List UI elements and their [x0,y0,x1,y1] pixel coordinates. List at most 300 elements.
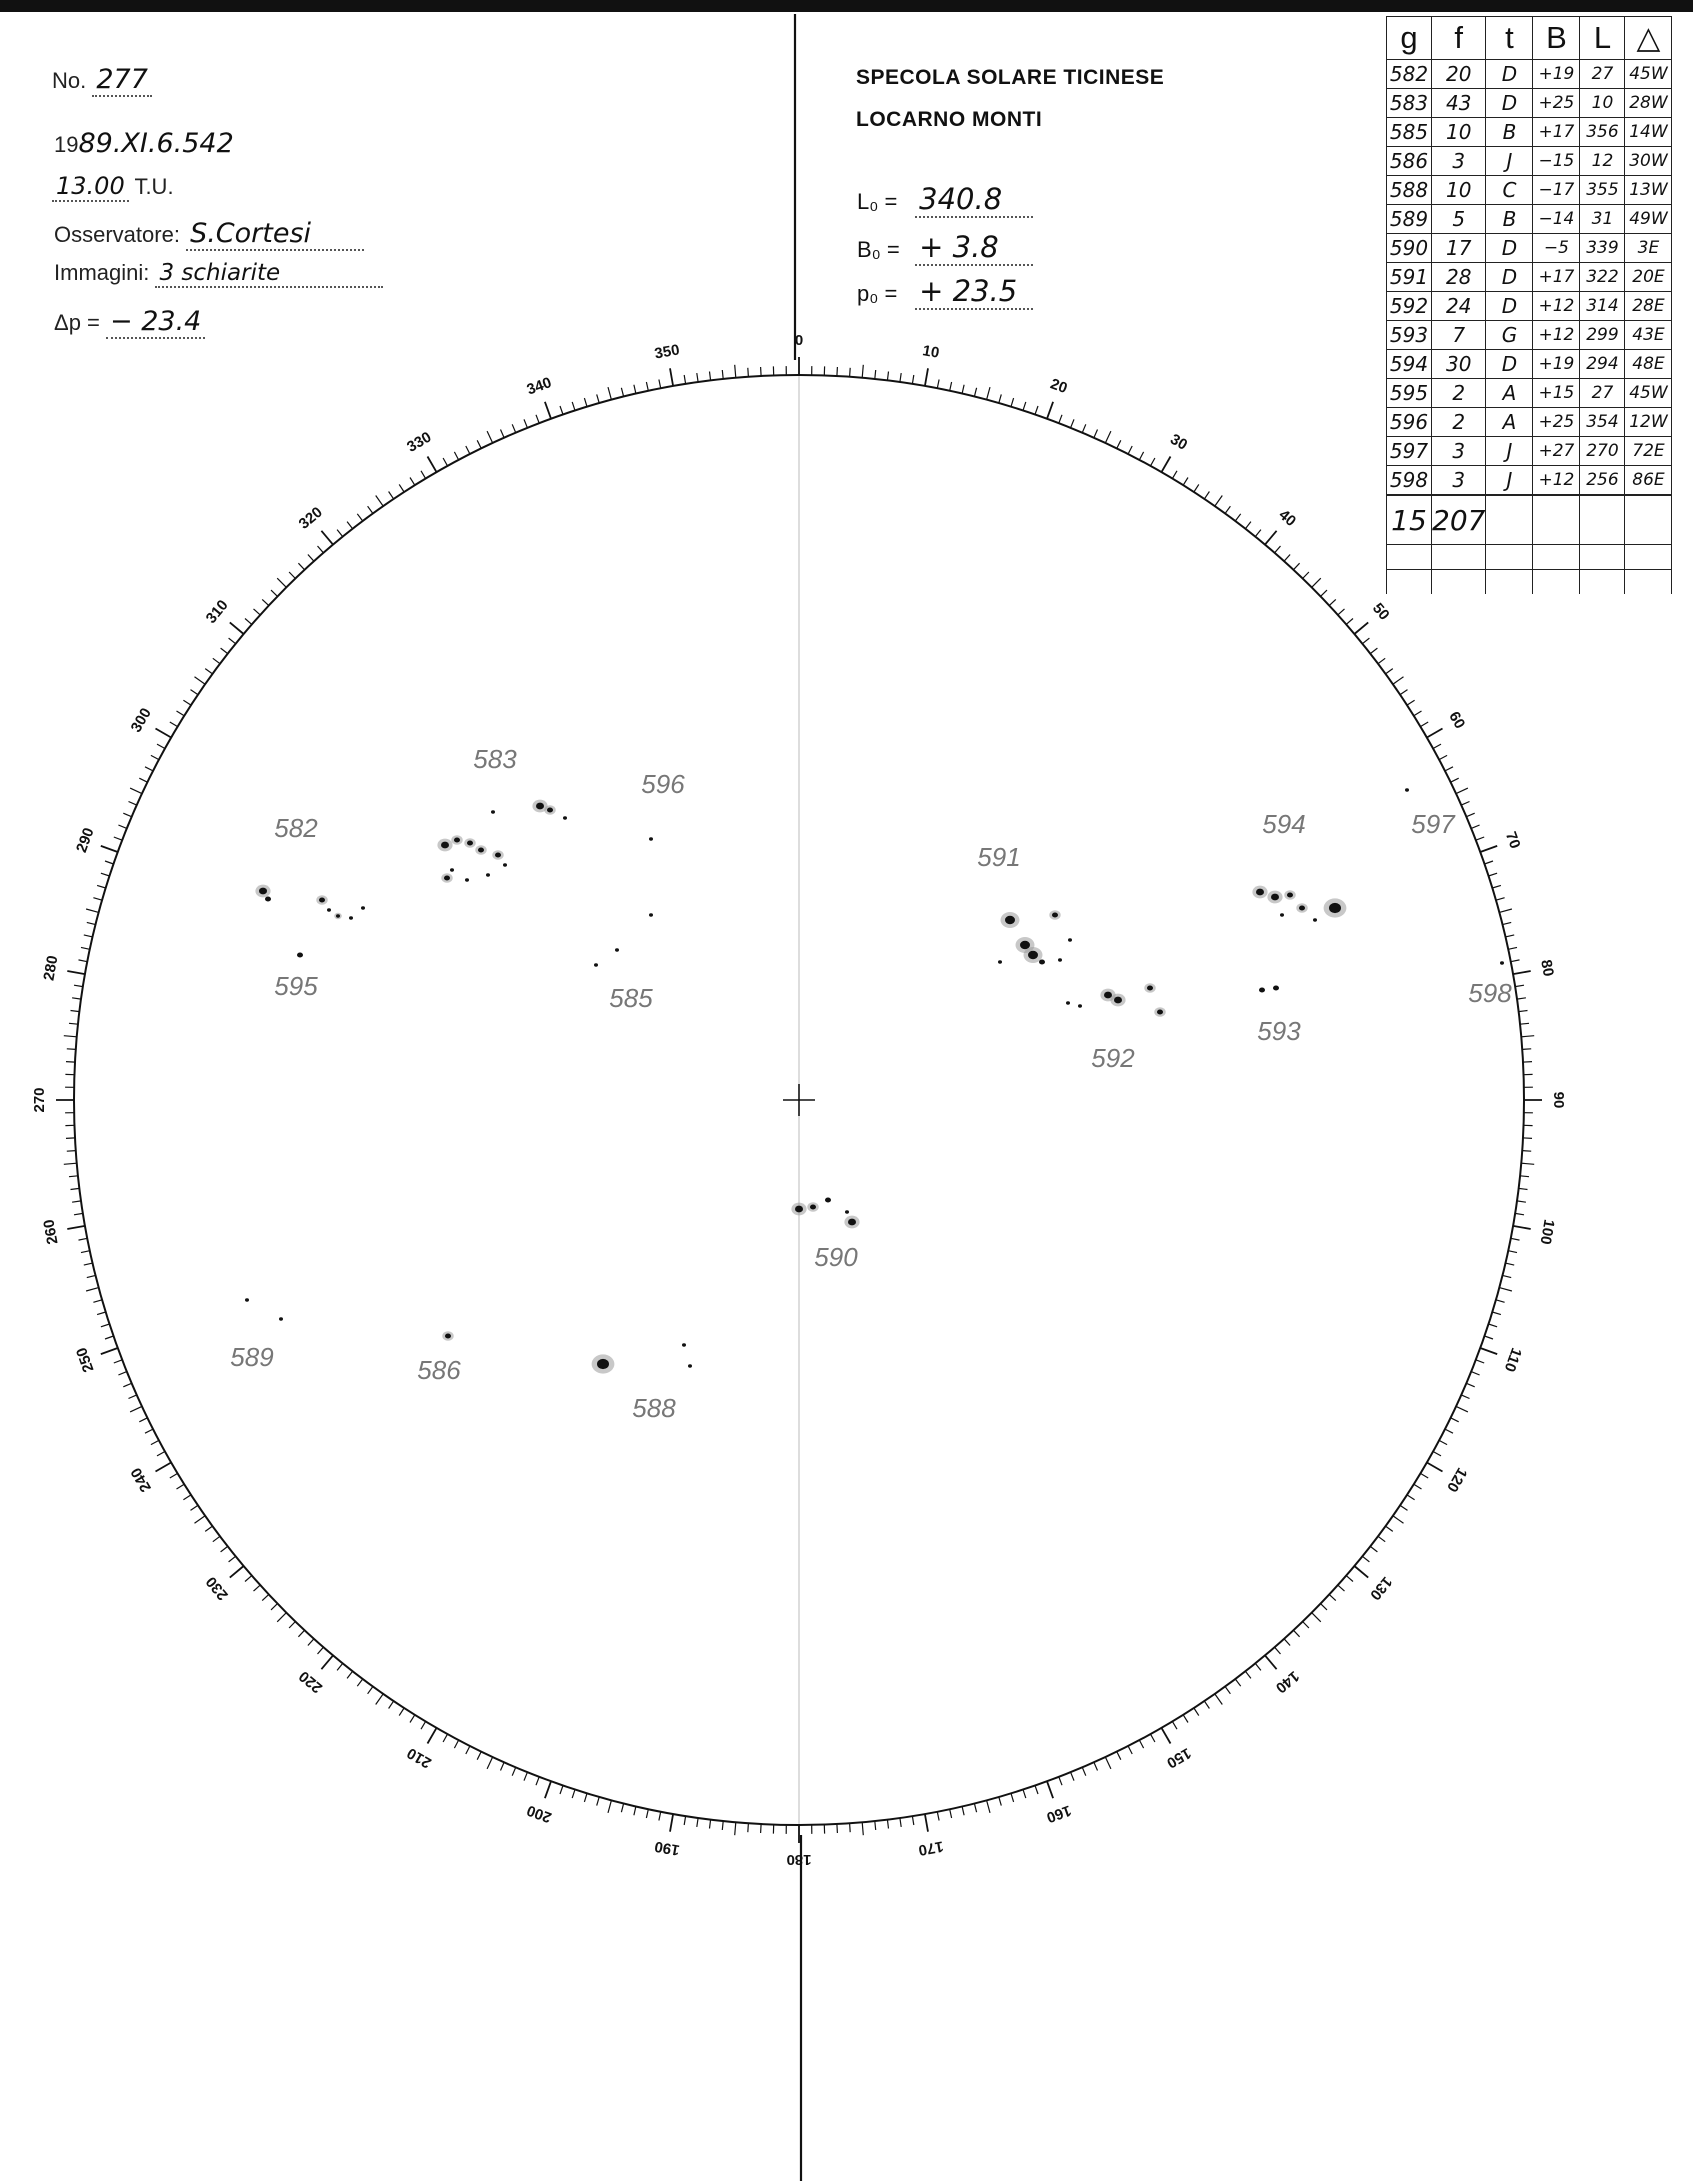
degree-tick [748,368,749,377]
umbra [361,906,365,909]
degree-label: 320 [295,503,326,533]
degree-tick [1445,1429,1453,1433]
table-cell-L: 354 [1580,408,1625,437]
table-cell-t: D [1486,292,1533,321]
degree-tick [191,690,198,695]
degree-label: 60 [1445,708,1469,732]
degree-tick [183,700,191,705]
umbra [495,852,501,857]
degree-tick [1338,1585,1345,1591]
degree-tick [1521,1036,1534,1037]
degree-tick [735,365,736,378]
degree-label: 220 [295,1667,326,1697]
degree-tick [277,1613,286,1622]
degree-tick [1519,1188,1528,1189]
degree-tick [1414,711,1422,716]
umbra [1157,1009,1163,1014]
degree-tick [1139,452,1143,460]
degree-tick [87,1275,96,1277]
table-cell-t: D [1486,234,1533,263]
umbra [1256,889,1264,896]
degree-tick [1489,873,1498,876]
time-unit: T.U. [134,174,174,199]
sunspot-groups [245,788,1504,1373]
degree-tick [1420,1473,1428,1478]
degree-tick [659,1812,661,1821]
degree-tick [129,1395,137,1399]
degree-tick [1420,722,1428,727]
degree-label: 350 [653,341,681,363]
table-cell-g: 594 [1387,350,1432,379]
degree-tick [1194,1708,1199,1716]
degree-label: 210 [404,1744,435,1772]
umbra [649,913,653,916]
degree-label: 150 [1163,1744,1194,1772]
degree-tick [337,1663,343,1670]
table-cell-B: +12 [1533,321,1580,350]
degree-tick [912,375,913,384]
table-cell-△: 48E [1625,350,1672,379]
umbra [491,810,495,813]
degree-label: 290 [73,825,98,855]
degree-tick [74,985,83,986]
degree-tick [1194,484,1199,492]
degree-tick [262,599,269,605]
degree-tick [722,370,723,379]
table-cell-f: 28 [1432,263,1486,292]
table-cell-△: 72E [1625,437,1672,466]
degree-label: 240 [127,1464,155,1495]
degree-tick [512,1767,516,1775]
umbra [1259,987,1265,992]
degree-tick [1489,1324,1498,1327]
umbra [319,897,325,902]
degree-tick [1499,909,1512,912]
degree-tick [191,1505,198,1510]
umbra [336,914,340,917]
degree-tick [1215,1694,1223,1705]
degree-tick [501,1762,505,1770]
table-cell-f: 17 [1432,234,1486,263]
table-cell-L: 339 [1580,234,1625,263]
degree-tick [1105,1757,1111,1769]
degree-tick [999,394,1002,403]
degree-tick [1511,960,1520,962]
degree-tick [139,1418,147,1422]
degree-tick [1312,578,1321,587]
umbra [454,837,460,842]
degree-tick [1035,1786,1038,1795]
degree-tick [1094,1762,1098,1770]
umbra [795,1206,803,1213]
degree-tick [560,1786,563,1795]
umbra [467,840,473,845]
degree-tick [487,431,493,443]
table-cell-g: 585 [1387,118,1432,147]
umbra [465,878,469,881]
table-cell-f: 2 [1432,379,1486,408]
umbra [1052,912,1058,917]
group-label: 583 [473,744,517,774]
degree-tick [1362,638,1369,644]
degree-tick [1321,590,1328,596]
degree-tick [298,1630,304,1637]
degree-label: 170 [917,1837,945,1859]
table-cell-t: C [1486,176,1533,205]
degree-tick [221,648,228,654]
degree-tick [151,755,159,759]
table-cell-L: 294 [1580,350,1625,379]
degree-tick [368,1687,373,1694]
degree-tick [1117,440,1121,448]
table-cell-B: +17 [1533,118,1580,147]
degree-tick [608,1800,611,1813]
degree-tick [195,1516,206,1524]
group-label: 582 [274,813,318,843]
date-prefix: 19 [54,132,79,157]
group-label: 594 [1262,809,1306,839]
degree-tick [466,1746,470,1754]
degree-tick [501,430,505,438]
degree-tick [67,1049,76,1050]
degree-tick [376,1694,384,1705]
degree-tick [1338,609,1345,615]
table-cell-B: +25 [1533,89,1580,118]
degree-tick [1284,1639,1290,1646]
degree-tick [410,478,415,486]
umbra [1058,958,1062,961]
degree-tick [697,373,698,382]
degree-tick [1451,778,1459,782]
degree-tick [205,669,212,674]
degree-tick [761,367,762,376]
umbra [825,1197,831,1202]
degree-tick [1284,555,1290,562]
column-header-l: L [1580,17,1625,60]
degree-tick [105,1336,114,1339]
delta-p-value: − 23.4 [106,306,205,339]
table-cell-B: −5 [1533,234,1580,263]
degree-tick [1082,1767,1086,1775]
table-cell-f: 24 [1432,292,1486,321]
table-cell-f: 3 [1432,437,1486,466]
degree-tick [69,1023,78,1024]
degree-tick [584,398,587,407]
table-cell-t: J [1486,466,1533,496]
degree-tick [93,898,102,901]
degree-tick [962,385,964,394]
degree-tick [145,1429,153,1433]
degree-tick [1275,546,1281,553]
degree-tick [1293,1630,1299,1637]
degree-tick [887,372,888,381]
degree-tick [254,609,261,615]
degree-tick [101,1324,110,1327]
degree-tick [646,382,648,391]
degree-tick [421,471,426,479]
group-label: 590 [814,1242,858,1272]
param-p0-value: + 23.5 [915,274,1033,310]
degree-label: 270 [30,1087,48,1113]
degree-tick [74,1213,83,1214]
degree-tick [230,622,244,634]
table-cell-L: 31 [1580,205,1625,234]
umbra [1028,951,1038,960]
degree-label: 230 [202,1573,232,1604]
degree-tick [1433,744,1441,748]
degree-tick [524,1772,527,1780]
degree-tick [389,1701,394,1708]
degree-tick [1471,1372,1479,1375]
degree-tick [1433,1452,1441,1456]
umbra [810,1204,816,1209]
degree-tick [1265,531,1277,545]
degree-tick [974,388,976,397]
degree-tick [621,1804,623,1813]
degree-tick [1183,478,1188,486]
umbra [327,908,331,911]
degree-tick [1071,419,1074,427]
column-header-b: B [1533,17,1580,60]
observatory-location: LOCARNO MONTI [856,108,1043,131]
degree-tick [536,415,539,423]
degree-tick [170,722,178,727]
param-b0-value: + 3.8 [915,230,1033,266]
degree-tick [399,1708,404,1716]
degree-tick [1461,802,1469,806]
degree-tick [105,861,114,864]
degree-tick [101,1348,118,1354]
table-cell-L: 27 [1580,379,1625,408]
degree-tick [1496,898,1505,901]
table-cell-△: 43E [1625,321,1672,350]
table-cell-L: 10 [1580,89,1625,118]
degree-tick [157,1452,165,1456]
degree-tick [262,1594,269,1600]
umbra [444,875,450,880]
degree-tick [86,909,99,912]
table-cell-B: +17 [1533,263,1580,292]
umbra [1147,985,1153,990]
degree-tick [101,873,110,876]
table-cell-g: 597 [1387,437,1432,466]
degree-tick [277,578,286,587]
group-label: 592 [1091,1043,1135,1073]
degree-tick [477,1752,481,1760]
degree-label: 10 [921,342,941,362]
group-label: 596 [641,769,685,799]
degree-label: 330 [404,428,435,456]
degree-tick [536,1777,539,1785]
table-cell-△: 45W [1625,60,1672,89]
degree-tick [1517,1201,1526,1202]
umbra [1329,903,1341,913]
table-cell-L: 27 [1580,60,1625,89]
degree-tick [428,1728,437,1744]
degree-tick [670,368,673,386]
degree-tick [1094,430,1098,438]
degree-tick [195,677,206,685]
degree-tick [722,1821,723,1830]
degree-label: 140 [1272,1667,1303,1697]
table-cell-g: 588 [1387,176,1432,205]
degree-label: 200 [524,1801,554,1826]
umbra [1287,892,1293,897]
table-cell-△: 28E [1625,292,1672,321]
table-cell-L: 256 [1580,466,1625,496]
degree-tick [1255,530,1261,537]
degree-tick [1476,837,1484,840]
degree-tick [1451,1418,1459,1422]
degree-tick [443,458,447,466]
degree-tick [1519,1011,1528,1012]
umbra [445,1333,451,1338]
degree-tick [597,394,600,403]
degree-tick [318,546,324,553]
degree-tick [659,380,661,389]
degree-tick [1496,1300,1505,1303]
degree-tick [347,522,353,529]
degree-tick [1329,599,1336,605]
degree-tick [97,885,106,888]
degree-tick [937,1812,939,1821]
umbra [279,1317,283,1320]
table-cell-g: 598 [1387,466,1432,496]
table-cell-B: +27 [1533,437,1580,466]
degree-tick [1035,406,1038,415]
degree-tick [862,365,863,378]
table-cell-t: D [1486,263,1533,292]
table-cell-g: 591 [1387,263,1432,292]
table-cell-g: 593 [1387,321,1432,350]
degree-tick [1011,398,1014,407]
table-cell-△: 30W [1625,147,1672,176]
table-cell-△: 14W [1625,118,1672,147]
table-cell-t: B [1486,118,1533,147]
degree-tick [1439,755,1447,759]
degree-tick [684,1816,685,1825]
umbra [486,873,490,876]
table-cell-L: 356 [1580,118,1625,147]
degree-tick [545,1781,551,1798]
degree-tick [1265,1655,1277,1669]
degree-tick [1235,514,1240,521]
degree-tick [621,388,623,397]
table-cell-t: A [1486,379,1533,408]
umbra [1405,788,1409,791]
degree-label: 80 [1537,958,1557,978]
degree-tick [93,1300,102,1303]
degree-tick [1354,622,1368,634]
degree-tick [81,1251,90,1253]
degree-tick [950,382,952,391]
table-cell-f: 3 [1432,147,1486,176]
column-header-g: g [1387,17,1432,60]
umbra [1104,992,1112,999]
degree-tick [443,1734,447,1742]
degree-tick [1370,648,1377,654]
degree-tick [318,1647,324,1654]
images-value: 3 schiarite [155,260,383,288]
table-cell-B: +15 [1533,379,1580,408]
degree-tick [987,1800,990,1813]
degree-tick [925,368,928,386]
umbra [450,868,454,871]
degree-tick [1105,431,1111,443]
degree-tick [213,658,220,663]
degree-tick [421,1721,426,1729]
degree-label: 100 [1536,1218,1558,1246]
degree-tick [1023,1790,1026,1799]
degree-tick [1059,1777,1062,1785]
table-cell-L: 270 [1580,437,1625,466]
degree-tick [1393,1516,1404,1524]
column-header-delta: △ [1625,17,1672,60]
degree-tick [1183,1715,1188,1723]
umbra [265,896,271,901]
degree-tick [1427,729,1443,738]
degree-tick [1513,971,1531,974]
degree-label: 110 [1500,1345,1525,1375]
degree-tick [1023,402,1026,411]
umbra [297,952,303,957]
degree-tick [950,1809,952,1818]
degree-tick [289,572,295,579]
umbra [649,837,653,840]
degree-tick [937,380,939,389]
degree-tick [1255,1663,1261,1670]
degree-tick [1204,1701,1209,1708]
degree-tick [1461,1395,1469,1399]
umbra [1078,1004,1082,1007]
degree-tick [84,935,93,937]
degree-tick [646,1809,648,1818]
umbra [998,960,1002,963]
degree-tick [1407,700,1415,705]
table-cell-L: 355 [1580,176,1625,205]
umbra [682,1343,686,1346]
table-cell-f: 5 [1432,205,1486,234]
umbra [536,803,544,810]
degree-tick [1151,1734,1155,1742]
degree-tick [837,367,838,376]
param-p0-label: p₀ = [857,281,898,306]
param-l0-value: 340.8 [915,182,1033,218]
degree-tick [1513,1226,1531,1229]
group-label: 588 [632,1393,676,1423]
degree-tick [1386,1526,1393,1531]
delta-p-label: Δp = [54,310,100,335]
degree-tick [170,1473,178,1478]
table-cell-L: 314 [1580,292,1625,321]
degree-tick [1505,935,1514,937]
table-cell-△: 20E [1625,263,1672,292]
param-l0-label: L₀ = [857,189,898,214]
group-labels [230,744,1512,1423]
degree-tick [524,419,527,427]
degree-tick [130,1406,142,1412]
degree-tick [1245,522,1251,529]
degree-tick [357,1679,362,1686]
degree-tick [1378,658,1385,663]
table-cell-L: 12 [1580,147,1625,176]
degree-tick [454,452,458,460]
table-cell-g: 589 [1387,205,1432,234]
degree-tick [64,1163,77,1164]
degree-tick [1047,1781,1053,1798]
time-value: 13.00 [52,172,129,202]
observer-value: S.Cortesi [186,218,364,251]
